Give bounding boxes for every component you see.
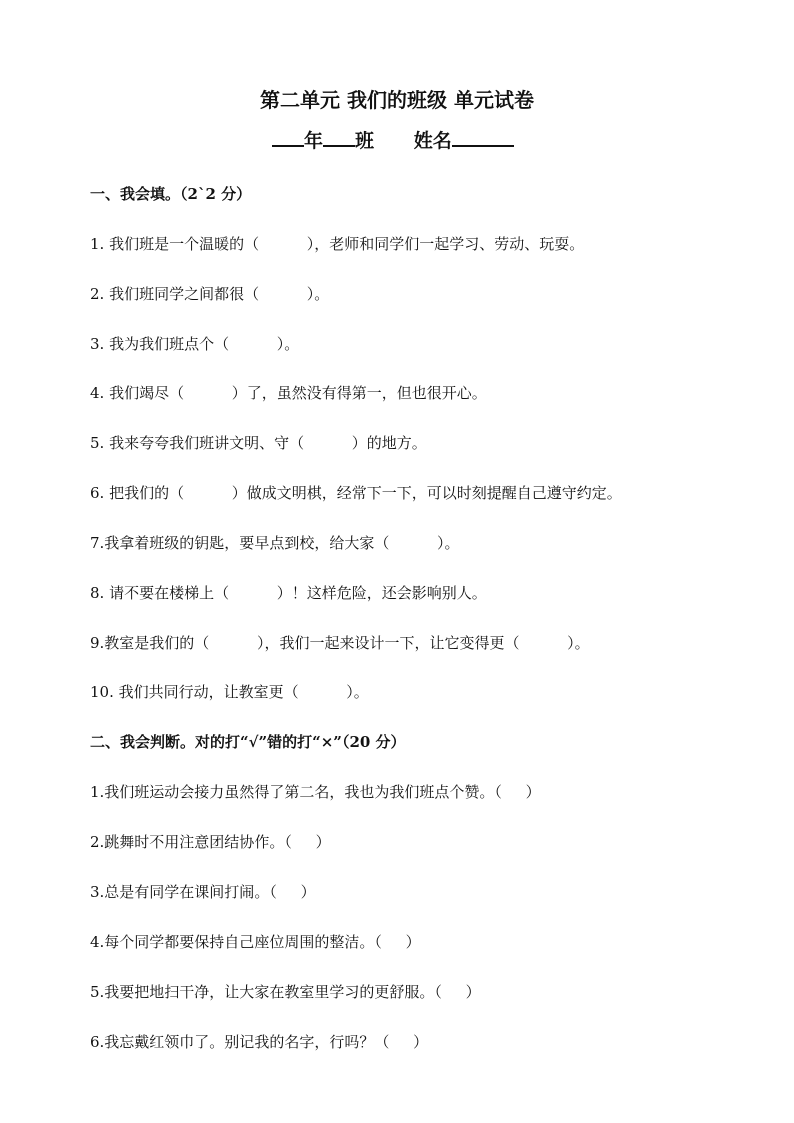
fill-item: 8. 请不要在楼梯上（ ）！这样危险，还会影响别人。 [90, 584, 487, 602]
student-info-line [272, 126, 514, 153]
fill-item: 1. 我们班是一个温暖的（ ），老师和同学们一起学习、劳动、玩耍。 [90, 235, 585, 253]
judge-item: 2.跳舞时不用注意团结协作。（ ） [90, 833, 331, 851]
fill-item: 9.教室是我们的（ ），我们一起来设计一下，让它变得更（ ）。 [90, 634, 590, 652]
judge-item: 5.我要把地扫干净，让大家在教室里学习的更舒服。（ ） [90, 983, 481, 1001]
fill-item: 2. 我们班同学之间都很（ ）。 [90, 285, 330, 303]
judge-item: 3.总是有同学在课间打闹。（ ） [90, 883, 316, 901]
fill-item: 7.我拿着班级的钥匙，要早点到校，给大家（ ）。 [90, 534, 460, 552]
year-blank[interactable] [272, 127, 304, 147]
fill-item: 4. 我们竭尽（ ）了，虽然没有得第一，但也很开心。 [90, 384, 487, 402]
judge-item: 1.我们班运动会接力虽然得了第二名，我也为我们班点个赞。（ ） [90, 783, 541, 801]
year-label: 年 [304, 130, 324, 152]
class-label: 班 [355, 130, 375, 152]
fill-item: 10. 我们共同行动，让教室更（ ）。 [90, 683, 369, 701]
page-title: 第二单元 我们的班级 单元试卷 [260, 88, 534, 112]
section1-heading: 一、我会填。（2`2 分） [90, 185, 252, 203]
judge-item: 6.我忘戴红领巾了。别记我的名字，行吗？（ ） [90, 1033, 429, 1051]
judge-item: 4.每个同学都要保持自己座位周围的整洁。（ ） [90, 933, 421, 951]
name-label: 姓名 [413, 130, 452, 152]
fill-item: 6. 把我们的（ ）做成文明棋，经常下一下，可以时刻提醒自己遵守约定。 [90, 484, 622, 502]
name-blank[interactable] [452, 127, 514, 147]
fill-item: 5. 我来夸夸我们班讲文明、守（ ）的地方。 [90, 434, 427, 452]
fill-item: 3. 我为我们班点个（ ）。 [90, 335, 300, 353]
section2-heading: 二、我会判断。对的打“√”错的打“×”（20 分） [90, 733, 406, 751]
class-blank[interactable] [323, 127, 355, 147]
